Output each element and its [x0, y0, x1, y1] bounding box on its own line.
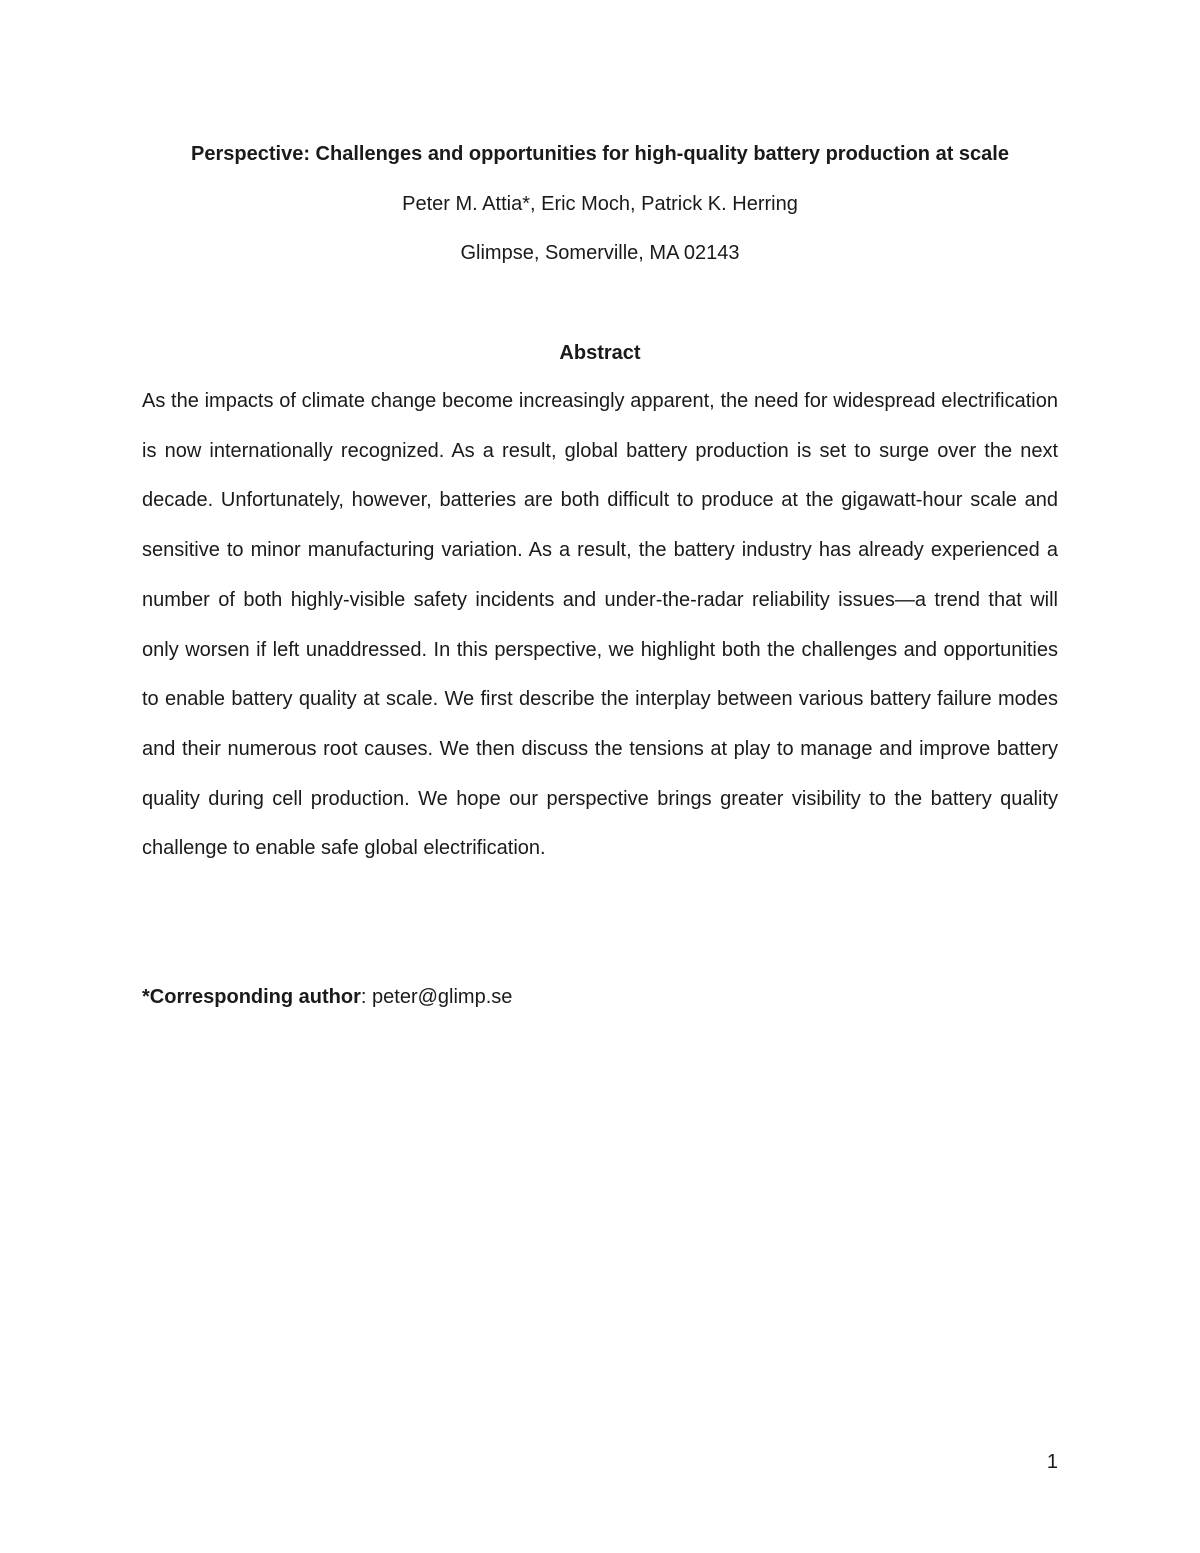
- title-lead: Perspective:: [191, 143, 310, 165]
- corresponding-author: [142, 984, 1058, 1010]
- abstract-heading: Abstract: [559, 342, 641, 364]
- paper-title: [0, 141, 1200, 167]
- abstract-text: As the impacts of climate change become increasingly apparent, the need for widespread electrification is now internationally recognized. As a result, global battery production is set to surge over the next decade. Unfortunately, however, batteries are both difficult to produce at the gigawatt-hour scale and sensitive to minor manufacturing variation. As a result, the battery industry has already experienced a number of both highly-visible safety incidents and under-the-radar reliability issues—a trend that will only worsen if left unaddressed. In this perspective, we highlight both the challenges and opportunities to enable battery quality at scale. We first describe the interplay between various battery failure modes and their numerous root causes. We then discuss the tensions at play to manage and improve battery quality during cell production. We hope our perspective brings greater visibility to the battery quality challenge to enable safe global electrification.: [142, 390, 1058, 860]
- page-number: 1: [1046, 1451, 1058, 1473]
- title-rest: Challenges and opportunities for high-quality battery production at scale: [310, 143, 1009, 165]
- corresponding-author-separator: :: [360, 986, 373, 1008]
- corresponding-author-label: *Corresponding author: [142, 986, 361, 1008]
- affiliation: Glimpse, Somerville, MA 02143: [460, 242, 740, 264]
- corresponding-author-email: peter@glimp.se: [372, 986, 513, 1008]
- author-list: Peter M. Attia*, Eric Moch, Patrick K. Herring: [402, 193, 798, 215]
